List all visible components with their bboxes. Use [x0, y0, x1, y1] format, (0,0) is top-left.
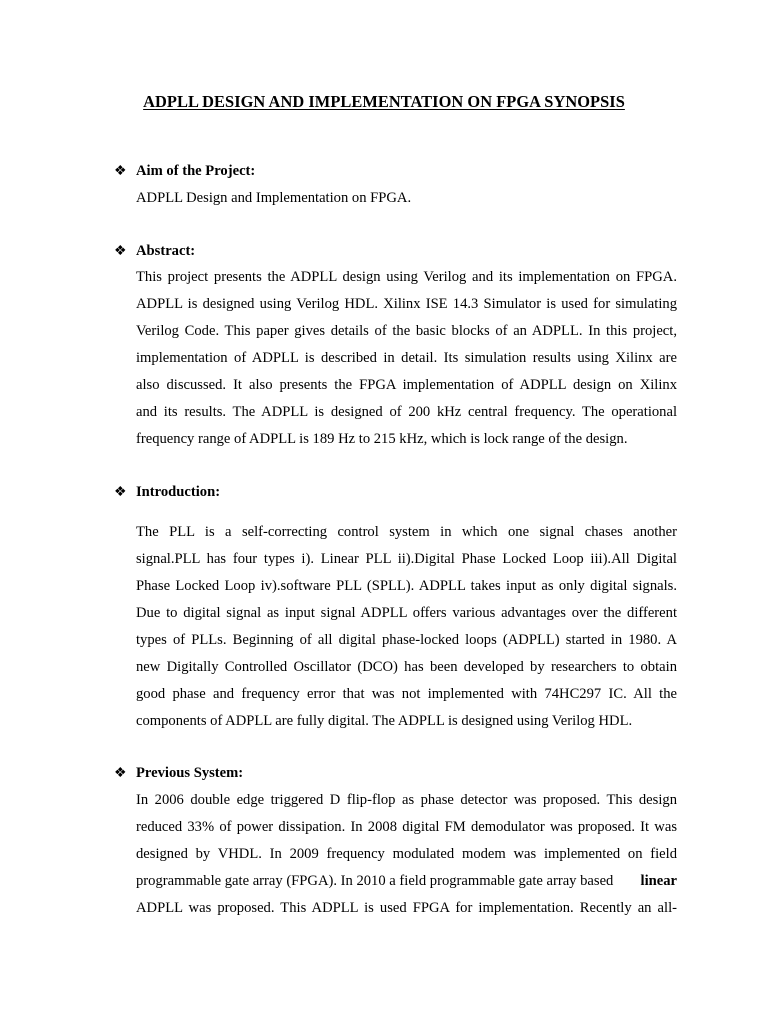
previous-system-line: reduced 33% of power dissipation. In 2008 digital FM demodulator was proposed. It was	[136, 819, 677, 835]
previous-system-line-bold-word: linear	[640, 873, 677, 889]
introduction-line: Due to digital signal as input signal ADPLL offers various advantages over the different	[136, 605, 677, 621]
abstract-line: implementation of ADPLL is described in detail. Its simulation results using Xilinx are	[136, 350, 677, 366]
section-heading-aim	[114, 163, 255, 180]
introduction-line: components of ADPLL are fully digital. The ADPLL is designed using Verilog HDL.	[136, 713, 633, 729]
previous-system-paragraph	[136, 787, 677, 922]
aim-text: ADPLL Design and Implementation on FPGA.	[136, 190, 412, 206]
previous-system-line-prefix: programmable gate array (FPGA). In 2010 a field programmable gate array based	[136, 873, 614, 889]
introduction-line: Phase Locked Loop iv).software PLL (SPLL). ADPLL takes input as only digital signals.	[136, 578, 677, 594]
abstract-line: also discussed. It also presents the FPGA implementation of ADPLL design on Xilinx	[136, 377, 677, 393]
section-heading-aim-label: Aim of the Project:	[136, 163, 256, 179]
document-title: ADPLL DESIGN AND IMPLEMENTATION ON FPGA SYNOPSIS	[143, 92, 625, 111]
abstract-line: frequency range of ADPLL is 189 Hz to 215 kHz, which is lock range of the design.	[136, 431, 628, 447]
section-heading-abstract-label: Abstract:	[136, 243, 196, 259]
abstract-paragraph	[136, 264, 677, 453]
diamond-bullet-icon: ❖	[114, 485, 127, 500]
previous-system-line: ADPLL was proposed. This ADPLL is used FPGA for implementation. Recently an all-	[136, 900, 677, 916]
diamond-bullet-icon: ❖	[114, 766, 127, 781]
section-heading-introduction	[114, 484, 220, 501]
abstract-line: and its results. The ADPLL is designed of 200 kHz central frequency. The operational	[136, 404, 677, 420]
abstract-line: ADPLL is designed using Verilog HDL. Xilinx ISE 14.3 Simulator is used for simulating	[136, 296, 677, 312]
introduction-line: new Digitally Controlled Oscillator (DCO) has been developed by researchers to obtain	[136, 659, 677, 675]
introduction-line: signal.PLL has four types i). Linear PLL ii).Digital Phase Locked Loop iii).All Digital	[136, 551, 677, 567]
previous-system-line: In 2006 double edge triggered D flip-flop as phase detector was proposed. This design	[136, 792, 677, 808]
section-heading-previous-system	[114, 765, 243, 782]
previous-system-line-mixed	[136, 868, 677, 895]
abstract-line: This project presents the ADPLL design using Verilog and its implementation on FPGA.	[136, 269, 677, 285]
section-heading-introduction-label: Introduction:	[136, 484, 221, 500]
introduction-paragraph	[136, 519, 677, 735]
diamond-bullet-icon: ❖	[114, 164, 127, 179]
diamond-bullet-icon: ❖	[114, 244, 127, 259]
abstract-line: Verilog Code. This paper gives details of the basic blocks of an ADPLL. In this project,	[136, 323, 677, 339]
section-heading-abstract	[114, 243, 195, 260]
introduction-line: good phase and frequency error that was not implemented with 74HC297 IC. All the	[136, 686, 677, 702]
introduction-line: The PLL is a self-correcting control system in which one signal chases another	[136, 524, 677, 540]
section-heading-previous-system-label: Previous System:	[136, 765, 244, 781]
previous-system-line: designed by VHDL. In 2009 frequency modulated modem was implemented on field	[136, 846, 677, 862]
introduction-line: types of PLLs. Beginning of all digital phase-locked loops (ADPLL) started in 1980. A	[136, 632, 677, 648]
